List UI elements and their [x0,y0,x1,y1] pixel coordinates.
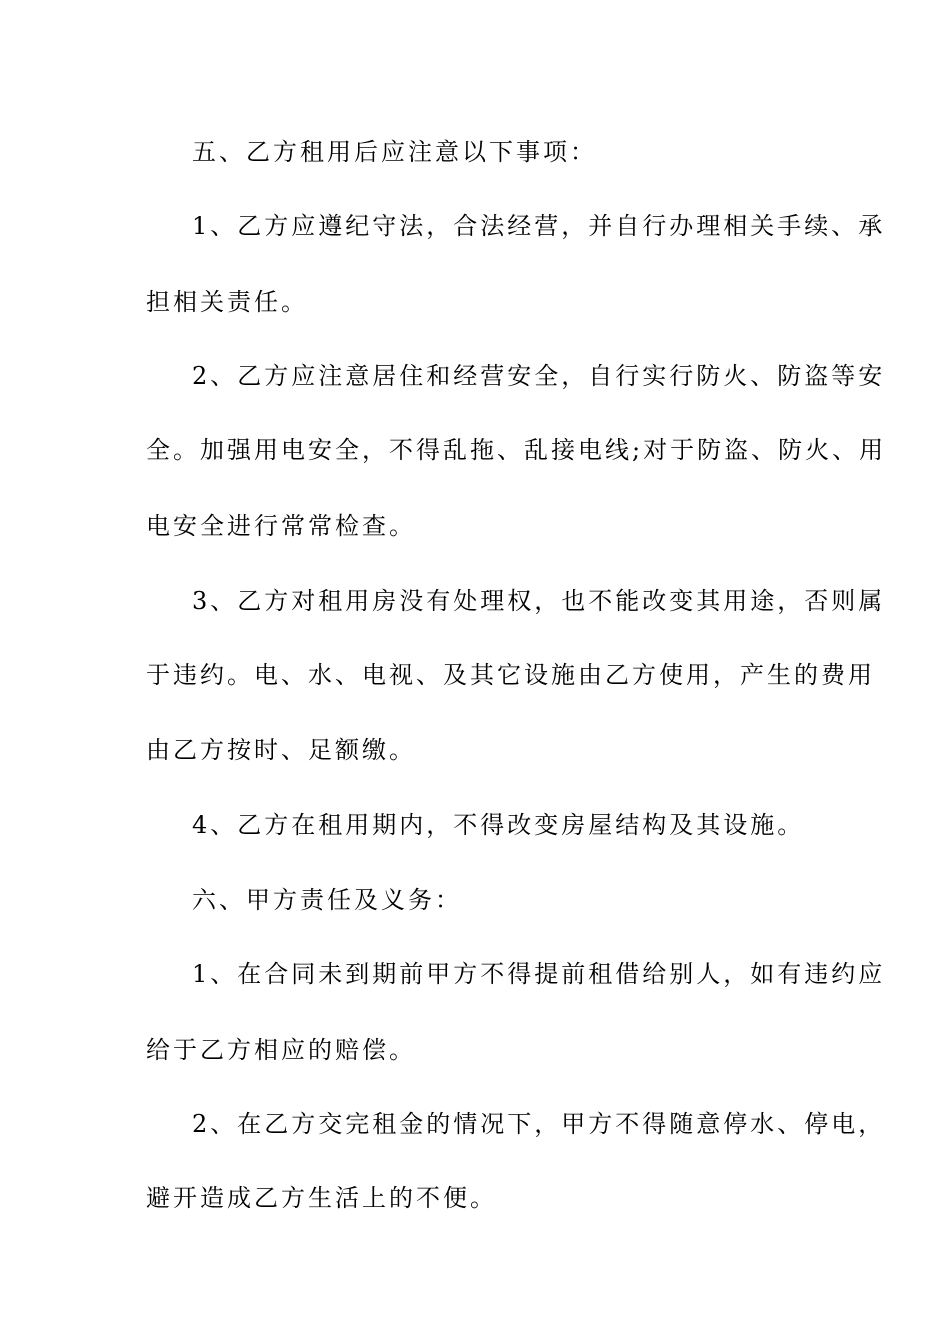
section-5-item-1-line-2: 担相关责任。 [146,288,308,316]
section-6-item-2-line-2: 避开造成乙方生活上的不便。 [146,1184,497,1212]
section-5-item-3-line-3: 由乙方按时、足额缴。 [146,736,416,764]
section-5-item-4-line-1: 4、乙方在租用期内，不得改变房屋结构及其设施。 [192,811,805,839]
section-5-item-3-line-2: 于违约。电、水、电视、及其它设施由乙方使用，产生的费用 [146,661,875,689]
section-5-item-2-line-1: 2、乙方应注意居住和经营安全，自行实行防火、防盗等安 [192,362,886,390]
section-6-item-2-line-1: 2、在乙方交完租金的情况下，甲方不得随意停水、停电， [192,1110,886,1138]
section-5-item-3-line-1: 3、乙方对租用房没有处理权，也不能改变其用途，否则属 [192,587,886,615]
section-5-item-1-line-1: 1、乙方应遵纪守法，合法经营，并自行办理相关手续、承 [192,212,886,240]
section-6-heading: 六、甲方责任及义务： [192,886,462,914]
section-6-item-1-line-2: 给于乙方相应的赔偿。 [146,1036,416,1064]
section-5-item-2-line-2: 全。加强用电安全，不得乱拖、乱接电线;对于防盗、防火、用 [146,436,887,464]
section-5-heading: 五、乙方租用后应注意以下事项： [192,138,597,166]
section-5-item-2-line-3: 电安全进行常常检查。 [146,512,416,540]
section-6-item-1-line-1: 1、在合同未到期前甲方不得提前租借给别人，如有违约应 [192,960,886,988]
